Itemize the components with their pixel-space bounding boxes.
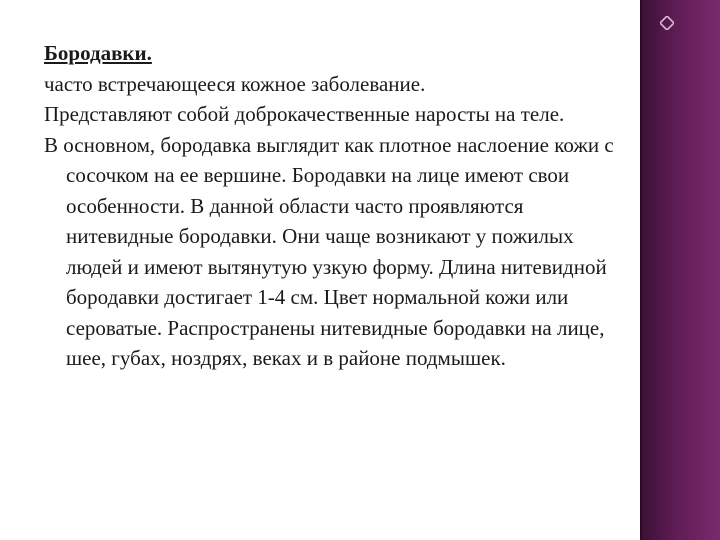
paragraph-details: В основном, бородавка выглядит как плотное наслоение кожи с сосочком на ее вершине. Бородавки на лице имеют свои особенности. В данной области часто проявляются нитевидные бородавки. Они чаще возникают у пожилых людей и имеют вытянутую узкую форму. Длина нитевидной бородавки достигает 1-4 см. Цвет нормальной кожи или сероватые. Распространены нитевидные бородавки на лице, шее, губах, ноздрях, веках и в районе подмышек. <box>44 132 614 370</box>
diamond-icon <box>660 16 674 30</box>
slide-body <box>44 38 628 374</box>
paragraph-definition: часто встречающееся кожное заболевание. <box>44 71 426 96</box>
accent-side-band <box>640 0 720 540</box>
paragraph-description: Представляют собой доброкачественные наросты на теле. <box>44 102 565 126</box>
slide-title: Бородавки. <box>44 41 152 65</box>
